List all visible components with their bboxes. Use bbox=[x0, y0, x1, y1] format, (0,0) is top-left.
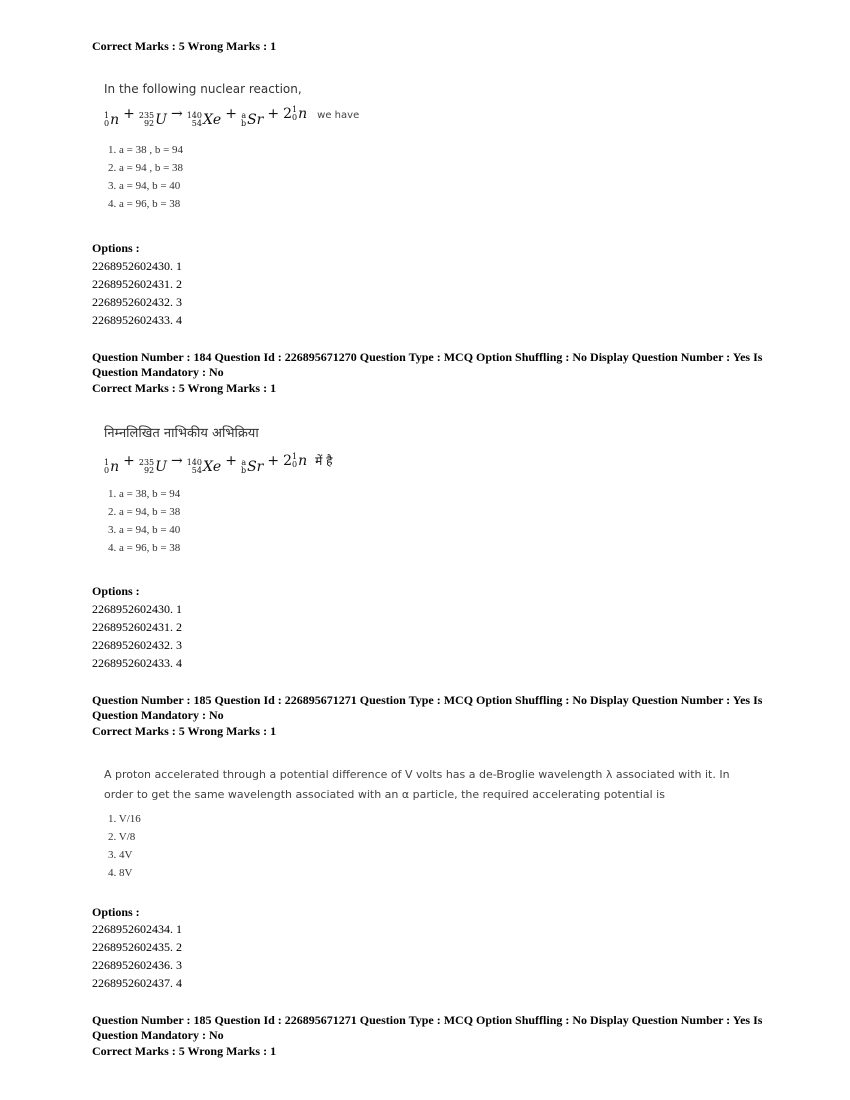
option-item: 2268952602432. 3 bbox=[92, 638, 182, 652]
question-header bbox=[92, 693, 772, 739]
option-item: 2268952602433. 4 bbox=[92, 313, 182, 327]
options-list bbox=[92, 257, 182, 329]
choice-item: 4. a = 96, b = 38 bbox=[108, 198, 181, 210]
question-header bbox=[92, 1013, 772, 1059]
option-item: 2268952602436. 3 bbox=[92, 958, 182, 972]
question-header-line: Question Mandatory : No bbox=[92, 708, 224, 722]
question-header-line: Question Number : 185 Question Id : 226895671271 Question Type : MCQ Option Shuffling : No Display Question Number : Yes Is bbox=[92, 1013, 763, 1027]
question-line: order to get the same wavelength associated with an α particle, the required accelerating potential is bbox=[104, 788, 665, 801]
question-header bbox=[92, 350, 772, 396]
equation-suffix: we have bbox=[317, 110, 360, 121]
xenon-term: 140 54 Xe bbox=[186, 458, 222, 475]
arrow-symbol: → bbox=[170, 106, 183, 122]
plus-sign: + bbox=[225, 453, 237, 469]
marks-line: Correct Marks : 5 Wrong Marks : 1 bbox=[92, 381, 277, 395]
question-line: A proton accelerated through a potential difference of V volts has a de-Broglie wavelength λ associated with it. In bbox=[104, 768, 730, 781]
choice-item: 2. a = 94, b = 38 bbox=[108, 506, 181, 518]
plus-sign: + bbox=[267, 106, 280, 122]
option-item: 2268952602433. 4 bbox=[92, 656, 182, 670]
plus-sign: + bbox=[123, 453, 135, 469]
option-item: 2268952602431. 2 bbox=[92, 277, 182, 291]
question-text: In the following nuclear reaction, bbox=[104, 82, 302, 96]
neutron-term: 1 0 n bbox=[104, 111, 120, 128]
choice-item: 1. V/16 bbox=[108, 813, 141, 825]
marks-line: Correct Marks : 5 Wrong Marks : 1 bbox=[92, 1044, 277, 1058]
choice-item: 1. a = 38 , b = 94 bbox=[108, 144, 184, 156]
equation-suffix: में है bbox=[315, 454, 333, 468]
choice-item: 2. V/8 bbox=[108, 831, 136, 843]
option-item: 2268952602437. 4 bbox=[92, 976, 182, 990]
plus-sign: + bbox=[225, 106, 237, 122]
question-text bbox=[104, 765, 730, 805]
marks-line: Correct Marks : 5 Wrong Marks : 1 bbox=[92, 39, 277, 53]
uranium-term: 235 92 U bbox=[138, 458, 167, 475]
choice-item: 2. a = 94 , b = 38 bbox=[108, 162, 184, 174]
choice-item: 4. 8V bbox=[108, 867, 133, 879]
choice-item: 3. a = 94, b = 40 bbox=[108, 180, 181, 192]
question-header-line: Question Number : 185 Question Id : 226895671271 Question Type : MCQ Option Shuffling : No Display Question Number : Yes Is bbox=[92, 693, 763, 707]
option-item: 2268952602431. 2 bbox=[92, 620, 182, 634]
plus-sign: + bbox=[267, 453, 280, 469]
options-label: Options : bbox=[92, 905, 140, 919]
choice-item: 3. a = 94, b = 40 bbox=[108, 524, 181, 536]
option-item: 2268952602430. 1 bbox=[92, 602, 182, 616]
xenon-term: 140 54 Xe bbox=[186, 111, 222, 128]
option-item: 2268952602434. 1 bbox=[92, 922, 182, 936]
choice-list bbox=[108, 810, 141, 882]
uranium-term: 235 92 U bbox=[138, 111, 167, 128]
nuclear-equation bbox=[104, 106, 359, 128]
options-list bbox=[92, 600, 182, 672]
option-item: 2268952602435. 2 bbox=[92, 940, 182, 954]
question-header-line: Question Mandatory : No bbox=[92, 365, 224, 379]
plus-sign: + bbox=[123, 106, 135, 122]
option-item: 2268952602432. 3 bbox=[92, 295, 182, 309]
question-header-line: Question Number : 184 Question Id : 226895671270 Question Type : MCQ Option Shuffling : No Display Question Number : Yes Is bbox=[92, 350, 763, 364]
arrow-symbol: → bbox=[170, 453, 183, 469]
options-list bbox=[92, 920, 182, 992]
choice-list bbox=[108, 141, 183, 213]
choice-list bbox=[108, 485, 180, 557]
question-text: निम्नलिखित नाभिकीय अभिक्रिया bbox=[104, 426, 259, 441]
options-label: Options : bbox=[92, 584, 140, 598]
neutrons-term: 2 1 0 n bbox=[283, 452, 308, 469]
strontium-term: a b Sr bbox=[240, 111, 264, 128]
options-label: Options : bbox=[92, 241, 140, 255]
marks-line: Correct Marks : 5 Wrong Marks : 1 bbox=[92, 724, 277, 738]
choice-item: 4. a = 96, b = 38 bbox=[108, 542, 181, 554]
neutrons-term: 2 1 0 n bbox=[283, 105, 308, 122]
strontium-term: a b Sr bbox=[240, 458, 264, 475]
option-item: 2268952602430. 1 bbox=[92, 259, 182, 273]
nuclear-equation bbox=[104, 452, 333, 475]
question-header-line: Question Mandatory : No bbox=[92, 1028, 224, 1042]
neutron-term: 1 0 n bbox=[104, 458, 120, 475]
choice-item: 1. a = 38, b = 94 bbox=[108, 488, 181, 500]
choice-item: 3. 4V bbox=[108, 849, 133, 861]
